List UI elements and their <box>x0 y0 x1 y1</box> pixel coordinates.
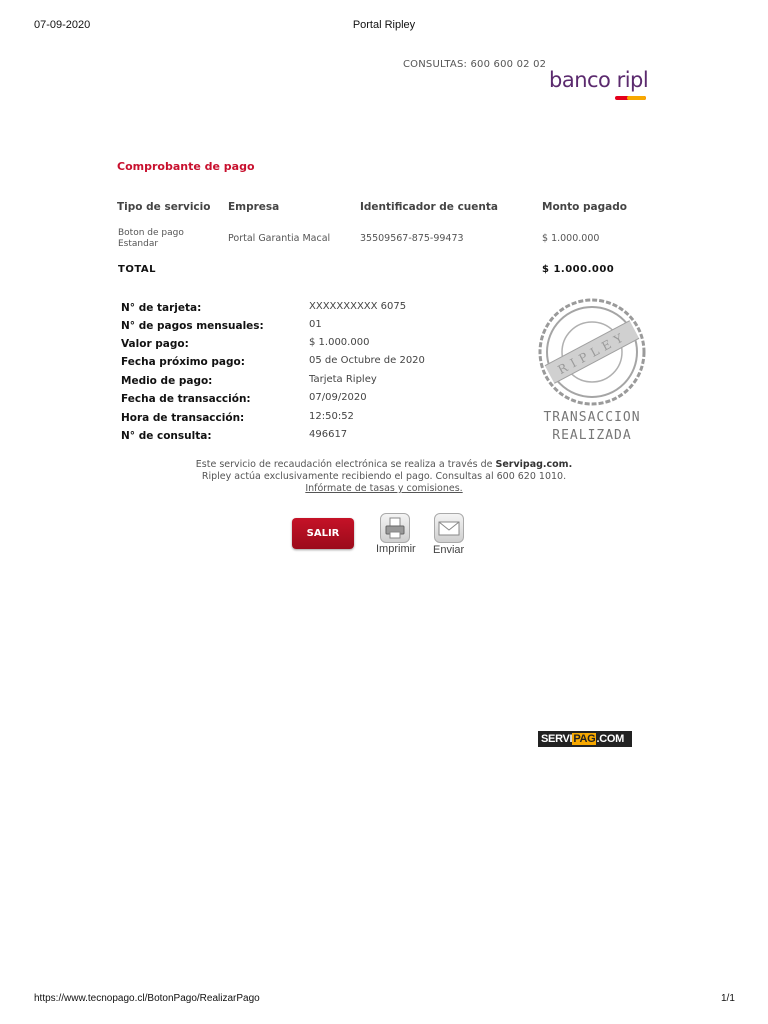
column-header-identificador: Identificador de cuenta <box>360 201 498 213</box>
detail-label: Fecha próximo pago: <box>121 356 245 368</box>
total-value: $ 1.000.000 <box>542 264 615 275</box>
column-header-monto: Monto pagado <box>542 201 627 213</box>
tasas-comisiones-link[interactable]: Infórmate de tasas y comisiones. <box>305 483 463 494</box>
salir-button[interactable]: SALIR <box>292 518 354 549</box>
table-cell-identificador: 35509567-875-99473 <box>360 233 464 244</box>
stamp-ring-text: RIPLEY <box>555 328 630 378</box>
receipt-title: Comprobante de pago <box>117 160 255 173</box>
detail-value: 496617 <box>309 429 348 440</box>
tipo-line-2: Estandar <box>118 239 159 249</box>
ripley-stamp-icon <box>536 296 648 408</box>
servipag-logo-part-3: .COM <box>596 733 624 745</box>
detail-label: N° de pagos mensuales: <box>121 320 264 332</box>
stamp-line-2: REALIZADA <box>552 428 632 443</box>
detail-label: Fecha de transacción: <box>121 393 251 405</box>
printer-icon <box>380 513 410 543</box>
servipag-logo <box>538 731 632 747</box>
detail-label: N° de tarjeta: <box>121 302 202 314</box>
servipag-logo-part-1: SERVI <box>541 733 573 745</box>
imprimir-label[interactable]: Imprimir <box>376 543 416 555</box>
detail-label: Valor pago: <box>121 338 189 350</box>
consultas-phone: CONSULTAS: 600 600 02 02 <box>403 59 547 70</box>
enviar-label[interactable]: Enviar <box>433 544 465 556</box>
table-cell-tipo <box>118 228 184 250</box>
detail-value: 05 de Octubre de 2020 <box>309 355 425 366</box>
notice-line-2: Ripley actúa exclusivamente recibiendo el pago. Consultas al 600 620 1010. <box>201 471 567 482</box>
notice-link-row <box>0 483 768 495</box>
envelope-icon <box>434 513 464 543</box>
detail-value: 07/09/2020 <box>309 392 367 403</box>
table-cell-monto: $ 1.000.000 <box>542 233 600 244</box>
logo-underline-accent <box>627 96 646 100</box>
detail-value: XXXXXXXXXX 6075 <box>309 301 407 312</box>
servipag-name: Servipag.com. <box>495 459 573 470</box>
stamp-line-1: TRANSACCION <box>543 410 641 425</box>
detail-label: Medio de pago: <box>121 375 213 387</box>
column-header-empresa: Empresa <box>228 201 280 213</box>
detail-label: Hora de transacción: <box>121 412 245 424</box>
notice-line-1-text: Este servicio de recaudación electrónica se realiza a través de <box>195 459 496 470</box>
notice-line-1 <box>0 459 768 471</box>
print-url: https://www.tecnopago.cl/BotonPago/RealizarPago <box>34 993 260 1004</box>
detail-value: 12:50:52 <box>309 411 354 422</box>
banco-ripley-logo: banco ripl <box>549 68 649 92</box>
print-page-number: 1/1 <box>721 993 735 1004</box>
column-header-tipo: Tipo de servicio <box>117 201 211 213</box>
imprimir-button[interactable] <box>380 513 410 543</box>
print-title: Portal Ripley <box>352 19 416 31</box>
print-date: 07-09-2020 <box>34 19 91 31</box>
servipag-logo-part-2: PAG <box>573 733 596 745</box>
tipo-line-1: Boton de pago <box>118 228 184 238</box>
table-cell-empresa: Portal Garantia Macal <box>228 233 331 244</box>
detail-value: 01 <box>309 319 322 330</box>
total-label: TOTAL <box>118 264 156 275</box>
detail-value: Tarjeta Ripley <box>309 374 377 385</box>
detail-value: $ 1.000.000 <box>309 337 370 348</box>
detail-label: N° de consulta: <box>121 430 212 442</box>
enviar-button[interactable] <box>434 513 464 543</box>
